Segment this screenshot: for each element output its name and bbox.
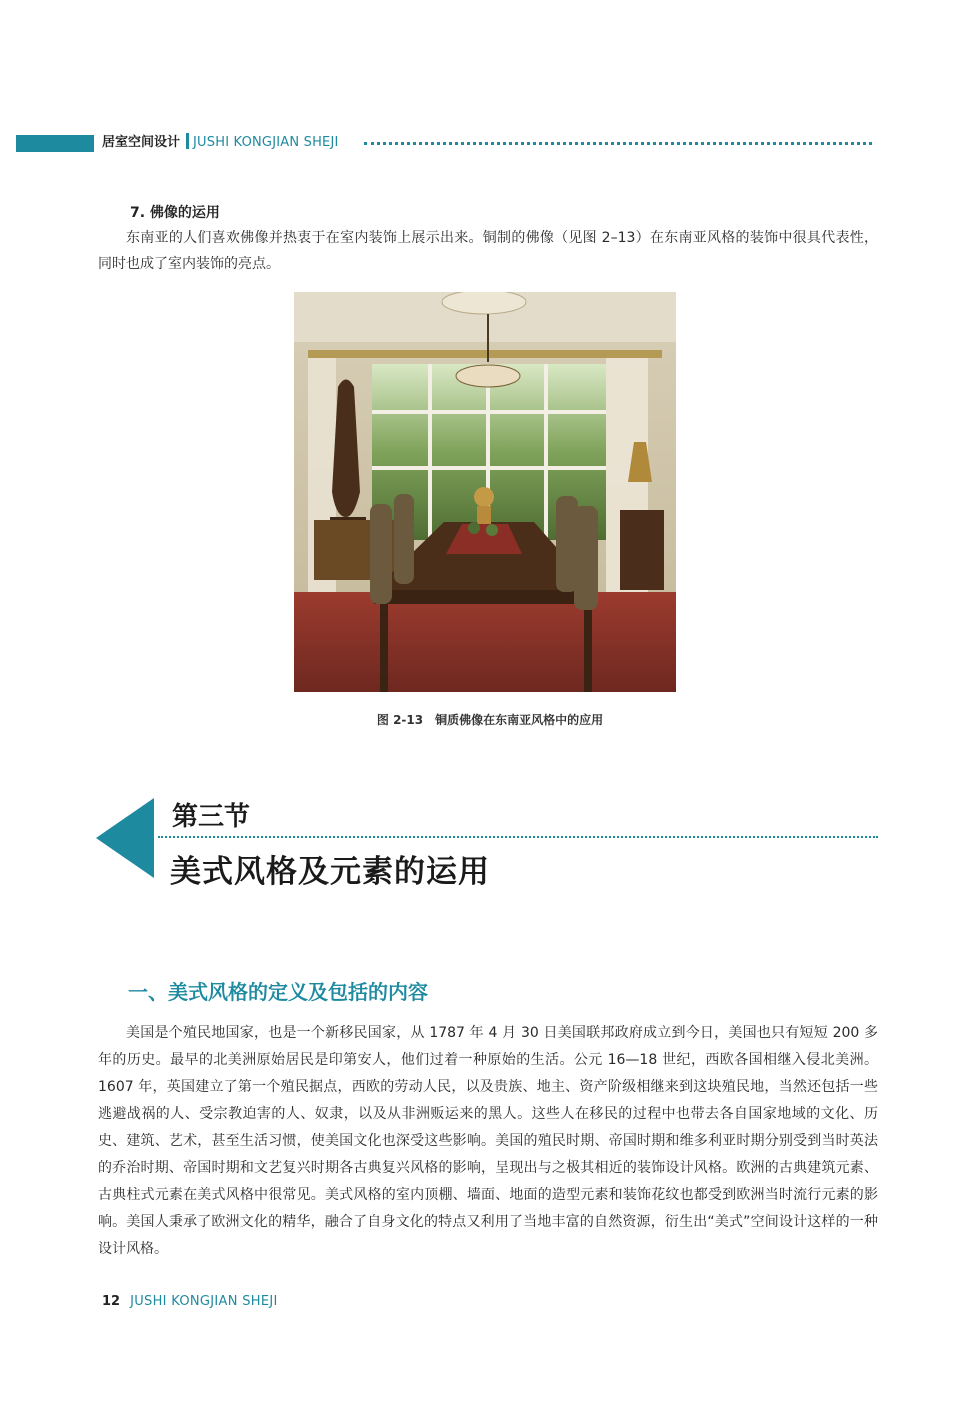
subsection-paragraph: 东南亚的人们喜欢佛像并热衷于在室内装饰上展示出来。铜制的佛像（见图 2–13）在东南亚风格的装饰中很具代表性，同时也成了室内装饰的亮点。 — [98, 230, 878, 272]
body-paragraph: 美国是个殖民地国家，也是一个新移民国家，从 1787 年 4 月 30 日美国联邦政府成立到今日，美国也只有短短 200 多年的历史。最早的北美洲原始居民是印第安人，他们过着一种原始的生活。公元 16—18 世纪，西欧各国相继入侵北美洲。1607 年，英国建立了第一个殖民据点，西欧的劳动人民，以及贵族、地主、资产阶级相继来到这块殖民地，当然还包括一些逃避战祸的人、受宗教迫害的人、奴隶，以及从非洲贩运来的黑人。这些人在移民的过程中也带去各自国家地域的文化、历史、建筑、艺术，甚至生活习惯，使美国文化也深受这些影响。美国的殖民时期、帝国时期和维多利亚时期分别受到当时英法的乔治时期、帝国时期和文艺复兴时期各古典复兴风格的影响，呈现出与之极其相近的装饰设计风格。欧洲的古典建筑元素、古典柱式元素在美式风格中很常见。美式风格的室内顶棚、墙面、地面的造型元素和装饰花纹也都受到欧洲当时流行元素的影响。美国人秉承了欧洲文化的精华，融合了自身文化的特点又利用了当地丰富的自然资源，衍生出“美式”空间设计这样的一种设计风格。 — [98, 1025, 878, 1257]
section-label: 第三节 — [172, 802, 251, 832]
header-accent-bar — [16, 135, 94, 152]
section-triangle-marker — [96, 798, 154, 878]
heading-level-1: 一、美式风格的定义及包括的内容 — [128, 980, 428, 1004]
subsection-heading: 7. 佛像的运用 — [130, 205, 220, 221]
header-separator — [186, 133, 189, 149]
page-number: 12 — [102, 1294, 121, 1309]
header-dotted-rule — [364, 142, 872, 145]
header-en-title: JUSHI KONGJIAN SHEJI — [193, 135, 339, 150]
page-footer — [102, 1294, 278, 1309]
running-header — [102, 133, 339, 153]
footer-en-title: JUSHI KONGJIAN SHEJI — [130, 1294, 278, 1309]
section-title: 美式风格及元素的运用 — [170, 854, 490, 890]
section-dotted-rule — [158, 836, 878, 838]
figure-caption: 图 2-13 铜质佛像在东南亚风格中的应用 — [376, 713, 604, 727]
dining-room-photo — [294, 292, 676, 692]
header-cn-title: 居室空间设计 — [102, 135, 181, 150]
